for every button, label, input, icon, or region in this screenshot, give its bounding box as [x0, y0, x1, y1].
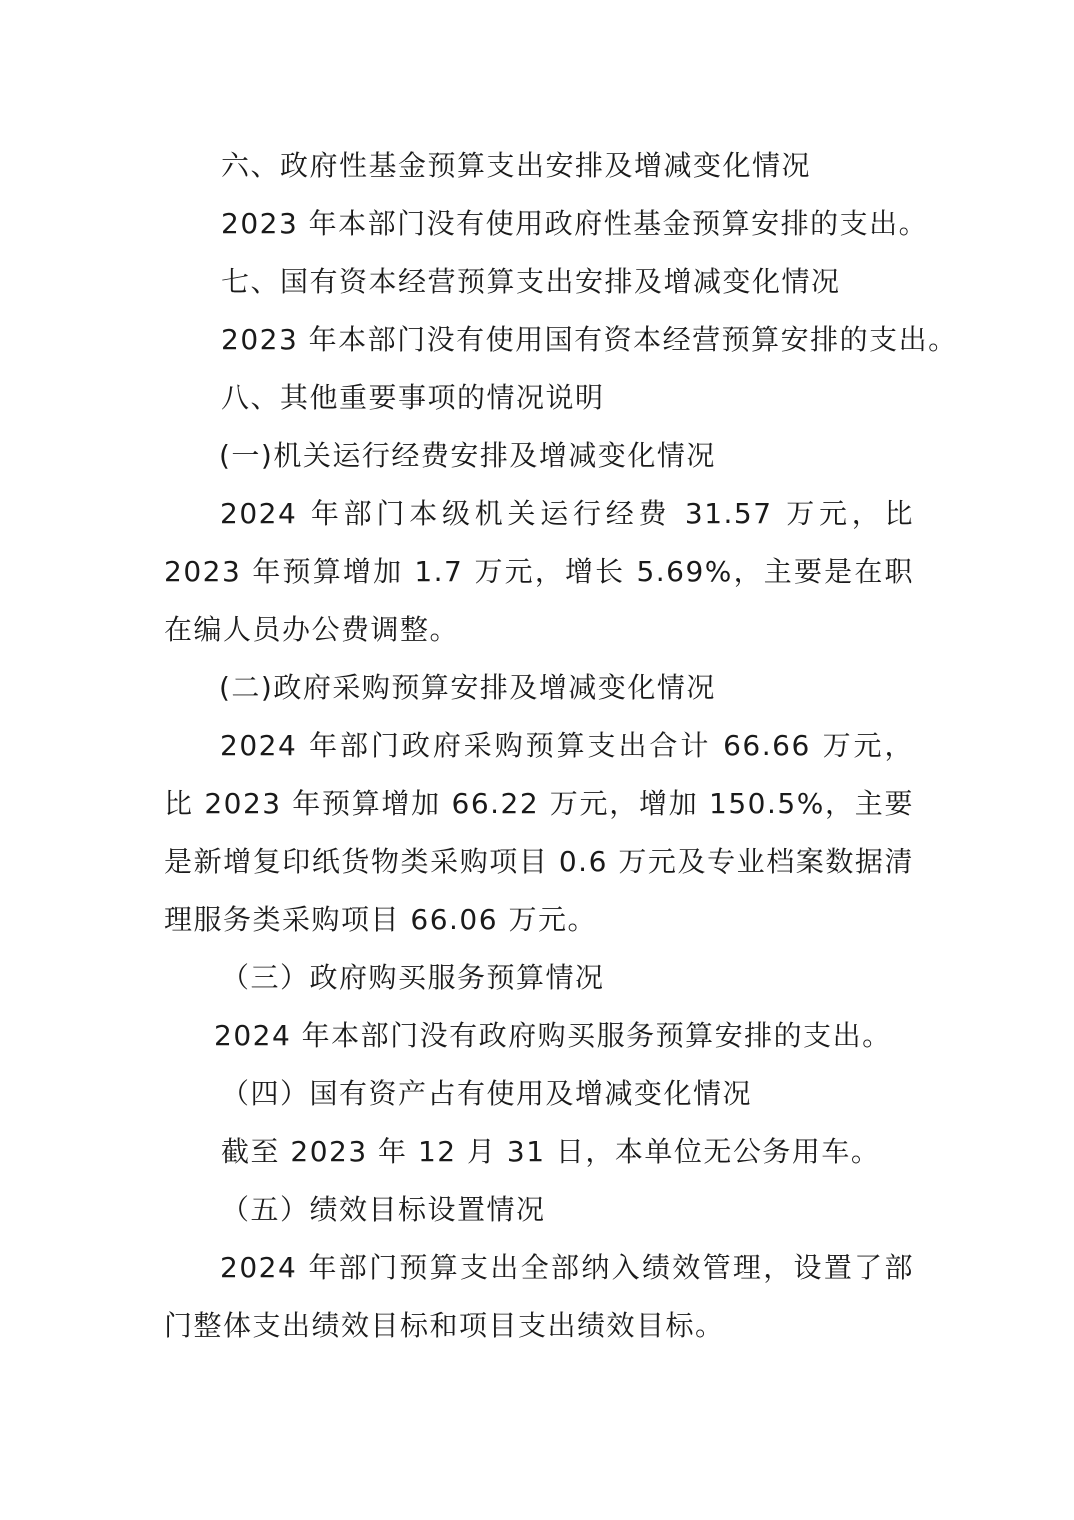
subsection-5-heading: （五）绩效目标设置情况 — [221, 1193, 546, 1226]
subsection-5-body: 2024 年部门预算支出全部纳入绩效管理，设置了部门整体支出绩效目标和项目支出绩效目标。 — [164, 1251, 914, 1342]
section-6-body: 2023 年本部门没有使用政府性基金预算安排的支出。 — [221, 207, 929, 240]
subsection-2-heading: (二)政府采购预算安排及增减变化情况 — [219, 671, 716, 704]
section-6-heading: 六、政府性基金预算支出安排及增减变化情况 — [221, 149, 812, 182]
section-7-body: 2023 年本部门没有使用国有资本经营预算安排的支出。 — [221, 323, 958, 356]
subsection-4-body: 截至 2023 年 12 月 31 日，本单位无公务用车。 — [221, 1135, 881, 1168]
subsection-3-body: 2024 年本部门没有政府购买服务预算安排的支出。 — [214, 1019, 892, 1052]
subsection-4-heading: （四）国有资产占有使用及增减变化情况 — [221, 1077, 753, 1110]
subsection-1-body: 2024 年部门本级机关运行经费 31.57 万元，比 2023 年预算增加 1.7 万元，增长 5.69%，主要是在职在编人员办公费调整。 — [164, 497, 914, 646]
subsection-1-heading: (一)机关运行经费安排及增减变化情况 — [219, 439, 716, 472]
subsection-3-heading: （三）政府购买服务预算情况 — [221, 961, 605, 994]
subsection-2-body: 2024 年部门政府采购预算支出合计 66.66 万元，比 2023 年预算增加 66.22 万元，增加 150.5%，主要是新增复印纸货物类采购项目 0.6 万元及专业档案数据清理服务类采购项目 66.06 万元。 — [164, 729, 914, 936]
section-7-heading: 七、国有资本经营预算支出安排及增减变化情况 — [221, 265, 841, 298]
section-8-heading: 八、其他重要事项的情况说明 — [221, 381, 605, 414]
